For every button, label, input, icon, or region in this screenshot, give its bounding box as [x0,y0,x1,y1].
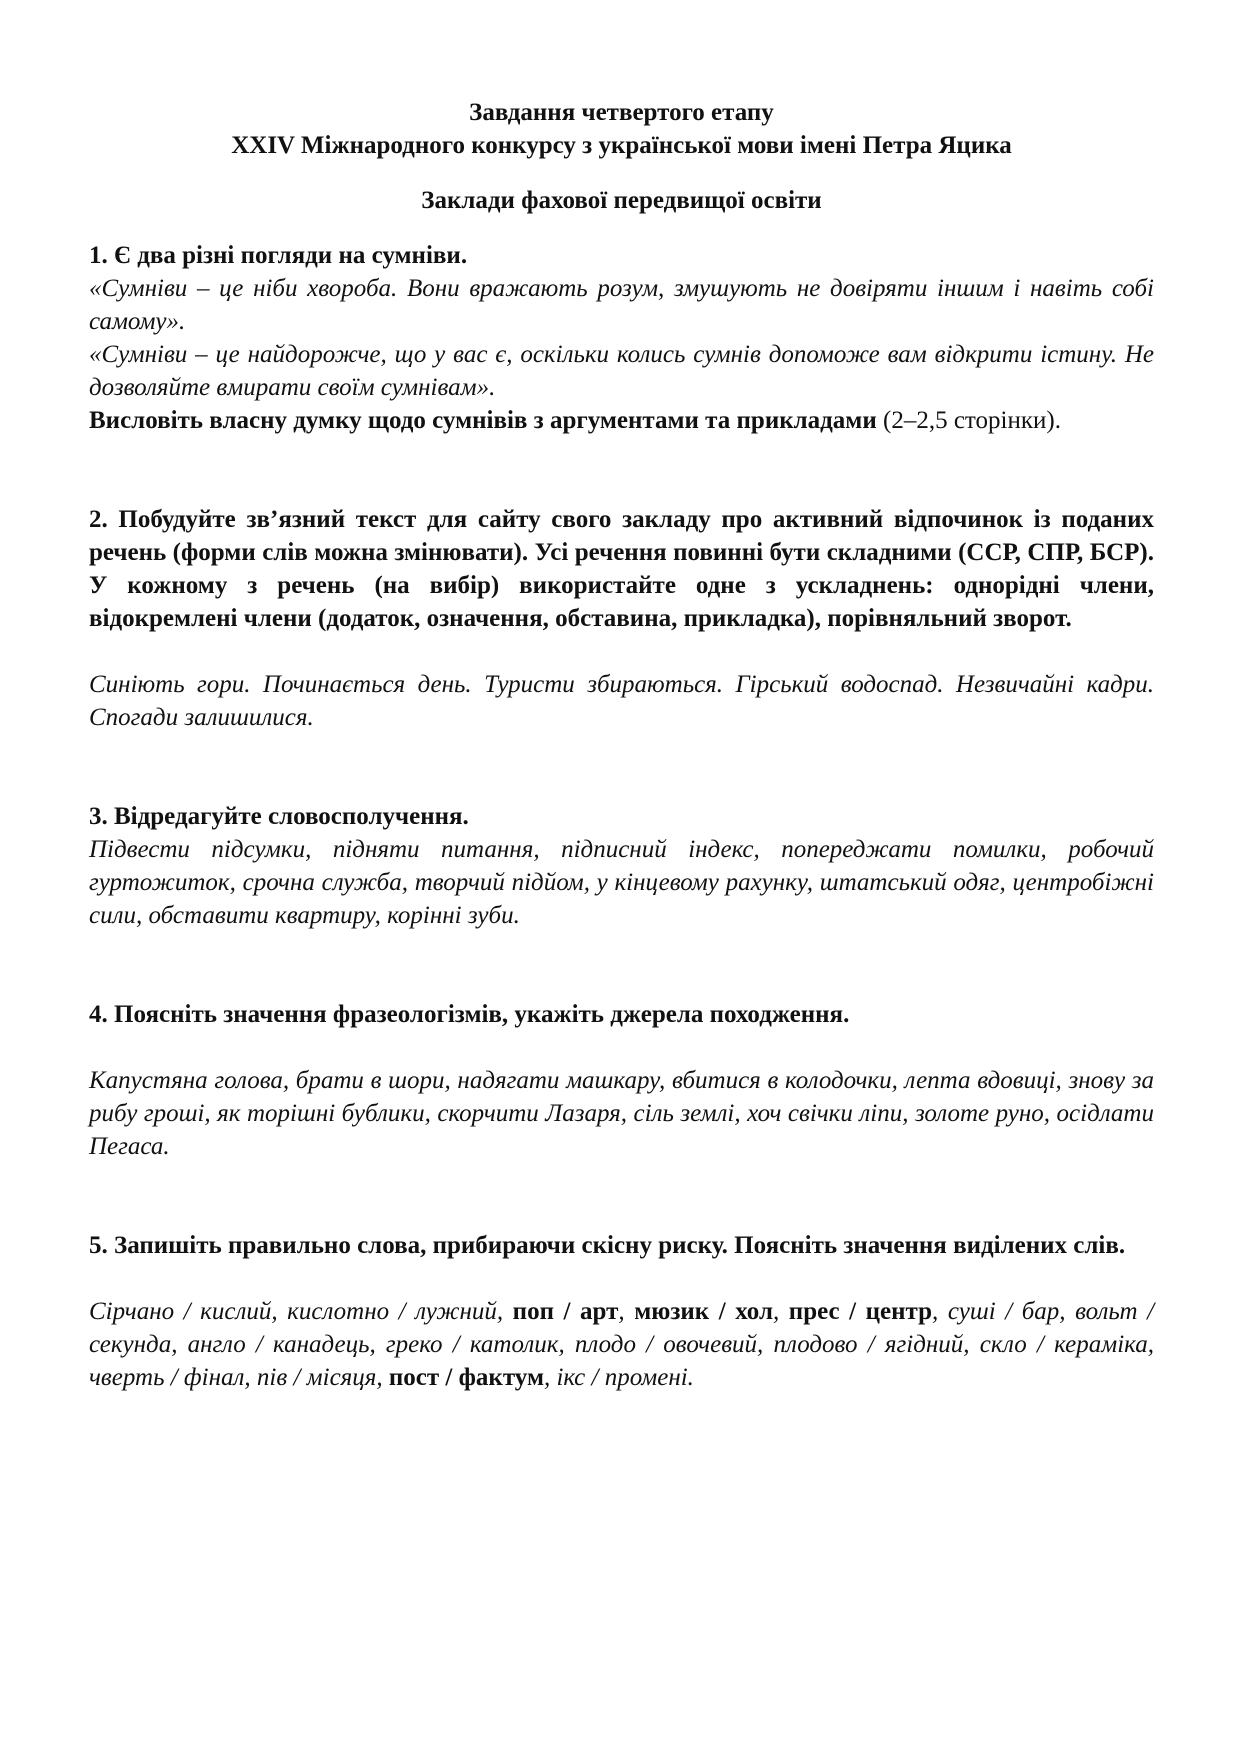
task-5-words [89,1295,1154,1394]
task-2 [89,503,1154,734]
task-5-words-part-1: Сірчано / кислий, кислотно / лужний, [89,1298,513,1325]
task-3-phrases: Підвести підсумки, підняти питання, підписний індекс, попереджати помилки, робочий гуртожиток, срочна служба, творчий підйом, у кінцевому рахунку, штатський одяг, центробіжні сили, обставити квартиру, корінні зуби. [89,836,1154,929]
task-2-heading: 2. Побудуйте зв’язний текст для сайту свого закладу про активний відпочинок із поданих речень (форми слів можна змінювати). Усі речення повинні бути складними (ССР, СПР, БСР). У кожному з речень (на вибір) використайте одне з ускладнень: однорідні члени, відокремлені члени (додаток, означення, обставина, прикладка), порівняльний зворот. [89,506,1154,632]
task-1-quote-1: «Сумніви – це ніби хвороба. Вони вражають розум, змушують не довіряти іншим і навіть собі самому». [89,275,1154,335]
task-5 [89,1229,1154,1394]
task-4-idioms: Капустяна голова, брати в шори, надягати машкару, вбитися в колодочки, лепта вдовиці, знову за рибу гроші, як торішні бублики, скорчити Лазаря, сіль землі, хоч свічки ліпи, золоте руно, осідлати Пегаса. [89,1067,1154,1160]
task-5-highlight-2: мюзик / хол [634,1298,773,1325]
task-1-instruction [89,404,1154,437]
title-line-1: Завдання четвертого етапу [469,99,774,126]
task-4-heading: 4. Поясніть значення фразеологізмів, укажіть джерела походження. [89,1001,850,1028]
task-2-sentences: Синіють гори. Починається день. Туристи збираються. Гірський водоспад. Незвичайні кадри. Спогади залишилися. [89,671,1154,731]
task-1-quote-2: «Сумніви – це найдорожче, що у вас є, оскільки колись сумнів допоможе вам відкрити істину. Не дозволяйте вмирати своїм сумнівам». [89,341,1154,401]
task-5-sep-1: , [618,1298,635,1325]
task-5-heading: 5. Запишіть правильно слова, прибираючи скісну риску. Поясніть значення виділених слів. [89,1232,1126,1259]
task-5-sep-2: , [772,1298,789,1325]
task-3 [89,800,1154,932]
task-5-highlight-4: пост / фактум [388,1364,544,1391]
task-3-heading: 3. Відредагуйте словосполучення. [89,803,469,830]
document-header [89,96,1154,217]
task-5-words-part-3: , ікс / промені. [543,1364,694,1391]
task-5-words-part-2: , суші / бар, вольт / секунда, англо / канадець, греко / католик, плодо / овочевий, плодово / ягідний, скло / кераміка, чверть / фінал, пів / місяця, [89,1298,1155,1391]
task-4 [89,998,1154,1163]
task-1-instruction-bold: Висловіть власну думку щодо сумнівів з аргументами та прикладами [89,407,877,434]
title-line-2: XXIV Міжнародного конкурсу з української мови імені Петра Яцика [231,132,1012,159]
task-5-highlight-1: поп / арт [512,1298,619,1325]
task-1-instruction-rest: (2–2,5 сторінки). [876,407,1061,434]
document-subtitle: Заклади фахової передвищої освіти [421,187,822,214]
task-1 [89,239,1154,437]
task-1-heading: 1. Є два різні погляди на сумніви. [89,242,468,269]
task-5-highlight-3: прес / центр [788,1298,933,1325]
